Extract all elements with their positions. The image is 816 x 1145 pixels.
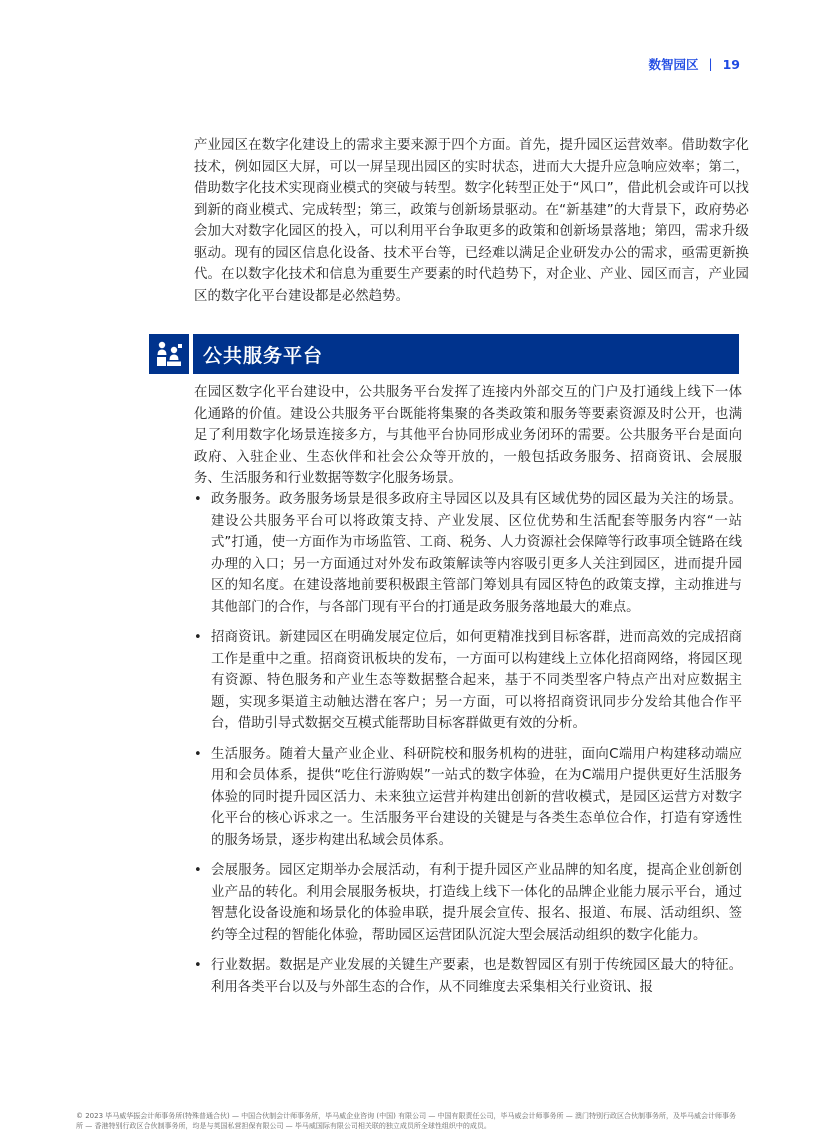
- list-item-text: 招商资讯。新建园区在明确发展定位后，如何更精准找到目标客群，进而高效的完成招商工作是重中之重。招商资讯板块的发布，一方面可以构建线上立体化招商网络，将园区现有资源、特色服务和产业生态等数据整合起来，基于不同类型客户特点产出对应数据主题，实现多渠道主动触达潜在客户；另一方面，可以将招商资讯同步分发给其他合作平台，借助引导式数据交互模式能帮助目标客群做更有效的分析。: [211, 630, 742, 731]
- section-title: 公共服务平台: [193, 334, 739, 374]
- page-header: [649, 55, 740, 73]
- list-item: [194, 860, 742, 946]
- page-number: 19: [722, 56, 740, 72]
- header-title: 数智园区: [648, 57, 699, 72]
- service-list: [194, 489, 742, 1007]
- list-item-text: 行业数据。数据是产业发展的关键生产要素，也是数智园区有别于传统园区最大的特征。利用各类平台以及与外部生态的合作，从不同维度去采集相关行业资讯、报: [211, 958, 742, 995]
- section-banner: [149, 334, 739, 374]
- bullet-marker: •: [194, 492, 202, 507]
- bullet-marker: •: [194, 630, 202, 645]
- list-item-text: 生活服务。随着大量产业企业、科研院校和服务机构的进驻，面向C端用户构建移动端应用和会员体系，提供“吃住行游购娱”一站式的数字体验，在为C端用户提供更好生活服务体验的同时提升园区活力、未来独立运营并构建出创新的营收模式，是园区运营方对数字化平台的核心诉求之一。生活服务平台建设的关键是与各类生态单位合作，打造有穿透性的服务场景，逐步构建出私域会员体系。: [211, 746, 742, 848]
- intro-paragraph: 产业园区在数字化建设上的需求主要来源于四个方面。首先，提升园区运营效率。借助数字化技术，例如园区大屏，可以一屏呈现出园区的实时状态，进而大大提升应急响应效率；第二，借助数字化技术实现商业模式的突破与转型。数字化转型正处于“风口”，借此机会或许可以找到新的商业模式、完成转型；第三，政策与创新场景驱动。在“新基建”的大背景下，政府势必会加大对数字化园区的投入，可以利用平台争取更多的政策和创新场景落地；第四，需求升级驱动。现有的园区信息化设备、技术平台等，已经难以满足企业研发办公的需求，亟需更新换代。在以数字化技术和信息为重要生产要素的时代趋势下，对企业、产业、园区而言，产业园区的数字化平台建设都是必然趋势。: [194, 138, 749, 304]
- list-item: [194, 744, 742, 852]
- list-item: [194, 489, 742, 618]
- people-hierarchy-icon-svg: [154, 340, 184, 368]
- section-intro-paragraph: 在园区数字化平台建设中，公共服务平台发挥了连接内外部交互的门户及打通线上线下一体化通路的价值。建设公共服务平台既能将集聚的各类政策和服务等要素资源及时公开，也满足了利用数字化场景连接多方，与其他平台协同形成业务闭环的需要。公共服务平台是面向政府、入驻企业、生态伙伴和社会公众等开放的，一般包括政务服务、招商资讯、会展服务、生活服务和行业数据等数字化服务场景。: [194, 385, 742, 486]
- people-hierarchy-icon: [149, 334, 189, 374]
- list-item-text: 政务服务。政务服务场景是很多政府主导园区以及具有区域优势的园区最为关注的场景。建设公共服务平台可以将政策支持、产业发展、区位优势和生活配套等服务内容“一站式”打通，使一方面作为市场监管、工商、税务、人力资源社会保障等行政事项全链路在线办理的入口；另一方面通过对外发布政策解读等内容吸引更多人关注到园区，进而提升园区的知名度。在建设落地前要积极跟主管部门筹划具有园区特色的政策支撑，主动推进与其他部门的合作，与各部门现有平台的打通是政务服务落地最大的难点。: [211, 492, 742, 615]
- bullet-marker: •: [194, 863, 202, 878]
- list-item-text: 会展服务。园区定期举办会展活动，有利于提升园区产业品牌的知名度，提高企业创新创业产品的转化。利用会展服务板块，打造线上线下一体化的品牌企业能力展示平台，通过智慧化设备设施和场景化的体验串联，提升展会宣传、报名、报道、布展、活动组织、签约等全过程的智能化体验，帮助园区运营团队沉淀大型会展活动组织的数字化能力。: [211, 863, 742, 943]
- list-item: [194, 955, 742, 998]
- bullet-marker: •: [194, 958, 202, 973]
- header-separator: |: [708, 57, 713, 71]
- copyright-footer: © 2023 毕马威华振会计师事务所(特殊普通合伙) — 中国合伙制会计师事务所，毕马威企业咨询 (中国) 有限公司 — 中国有限责任公司，毕马威会计师事务所 — 澳门特别行政区合伙制事务所，及毕马威会计师事务所 — 香港特别行政区合伙制事务所，均是与英国私营担保有限公司 — 毕马威国际有限公司相关联的独立成员所全球性组织中的成员。: [76, 1112, 736, 1130]
- bullet-marker: •: [194, 746, 202, 762]
- list-item: [194, 627, 742, 735]
